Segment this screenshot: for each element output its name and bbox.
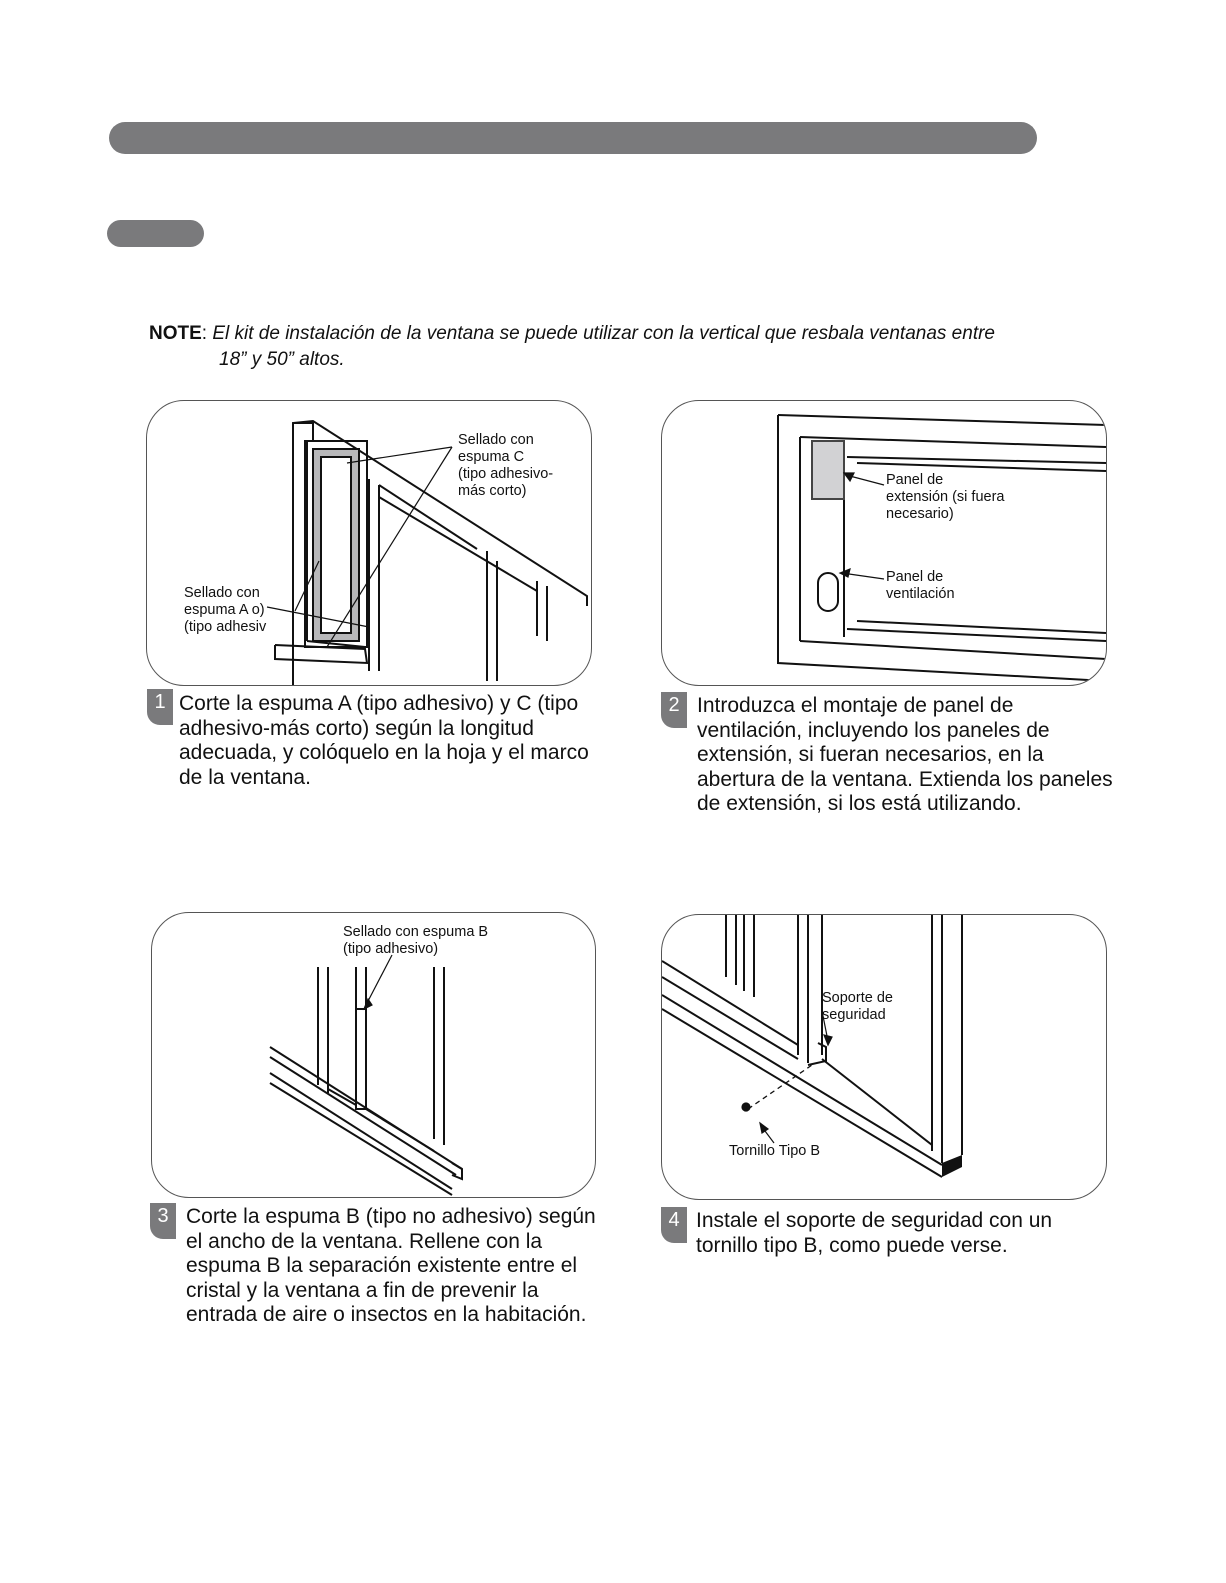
section-header-bar [109, 122, 1037, 154]
extension-panel-label: Panel de extensión (si fuera necesario) [886, 472, 1005, 522]
safety-bracket-label: Soporte de seguridad [822, 990, 893, 1023]
step-number-2: 2 [661, 692, 687, 728]
foam-a-label: Sellado con espuma A o) (tipo adhesiv [184, 585, 267, 635]
vent-panel-illustration [662, 401, 1106, 685]
foam-c-label: Sellado con espuma C (tipo adhesivo- más corto) [458, 432, 554, 499]
step-number-4: 4 [661, 1207, 687, 1243]
figure-step-3 [151, 912, 596, 1198]
step-4-instructions: Instale el soporte de seguridad con un tornillo tipo B, como puede verse. [696, 1209, 1053, 1257]
step-3-instructions: Corte la espuma B (tipo no adhesivo) según el ancho de la ventana. Rellene con la espuma B la separación existente entre el cristal y la ventana a fin de prevenir la entrada de aire o insectos en la habitación. [186, 1205, 596, 1326]
subsection-tab [107, 220, 204, 247]
foam-b-label: Sellado con espuma B (tipo adhesivo) [343, 924, 489, 957]
note-label: NOTE [149, 323, 202, 344]
screw-type-b-label: Tornillo Tipo B [729, 1143, 821, 1159]
note-text: El kit de instalación de la ventana se puede utilizar con la vertical que resbala ventanas entre [212, 323, 995, 344]
installation-note: NOTE: El kit de instalación de la ventana se puede utilizar con la vertical que resbala ventanas entre 18” y 50” altos. [149, 321, 1109, 373]
step-2-instructions: Introduzca el montaje de panel de ventilación, incluyendo los paneles de extensión, si fueran necesarios, en la abertura de la ventana. Extienda los paneles de extensión, si los está utilizando. [697, 694, 1113, 815]
figure-step-1 [146, 400, 592, 686]
vent-panel-label: Panel de ventilación [886, 569, 955, 602]
note-text-line2: 18” y 50” altos. [219, 349, 345, 370]
figure-step-2 [661, 400, 1107, 686]
step-number-1: 1 [147, 689, 173, 725]
figure-step-4 [661, 914, 1107, 1200]
step-number-3: 3 [150, 1203, 176, 1239]
step-1-instructions: Corte la espuma A (tipo adhesivo) y C (tipo adhesivo-más corto) según la longitud adecuada, y colóquelo en la hoja y el marco de la ventana. [179, 692, 589, 789]
